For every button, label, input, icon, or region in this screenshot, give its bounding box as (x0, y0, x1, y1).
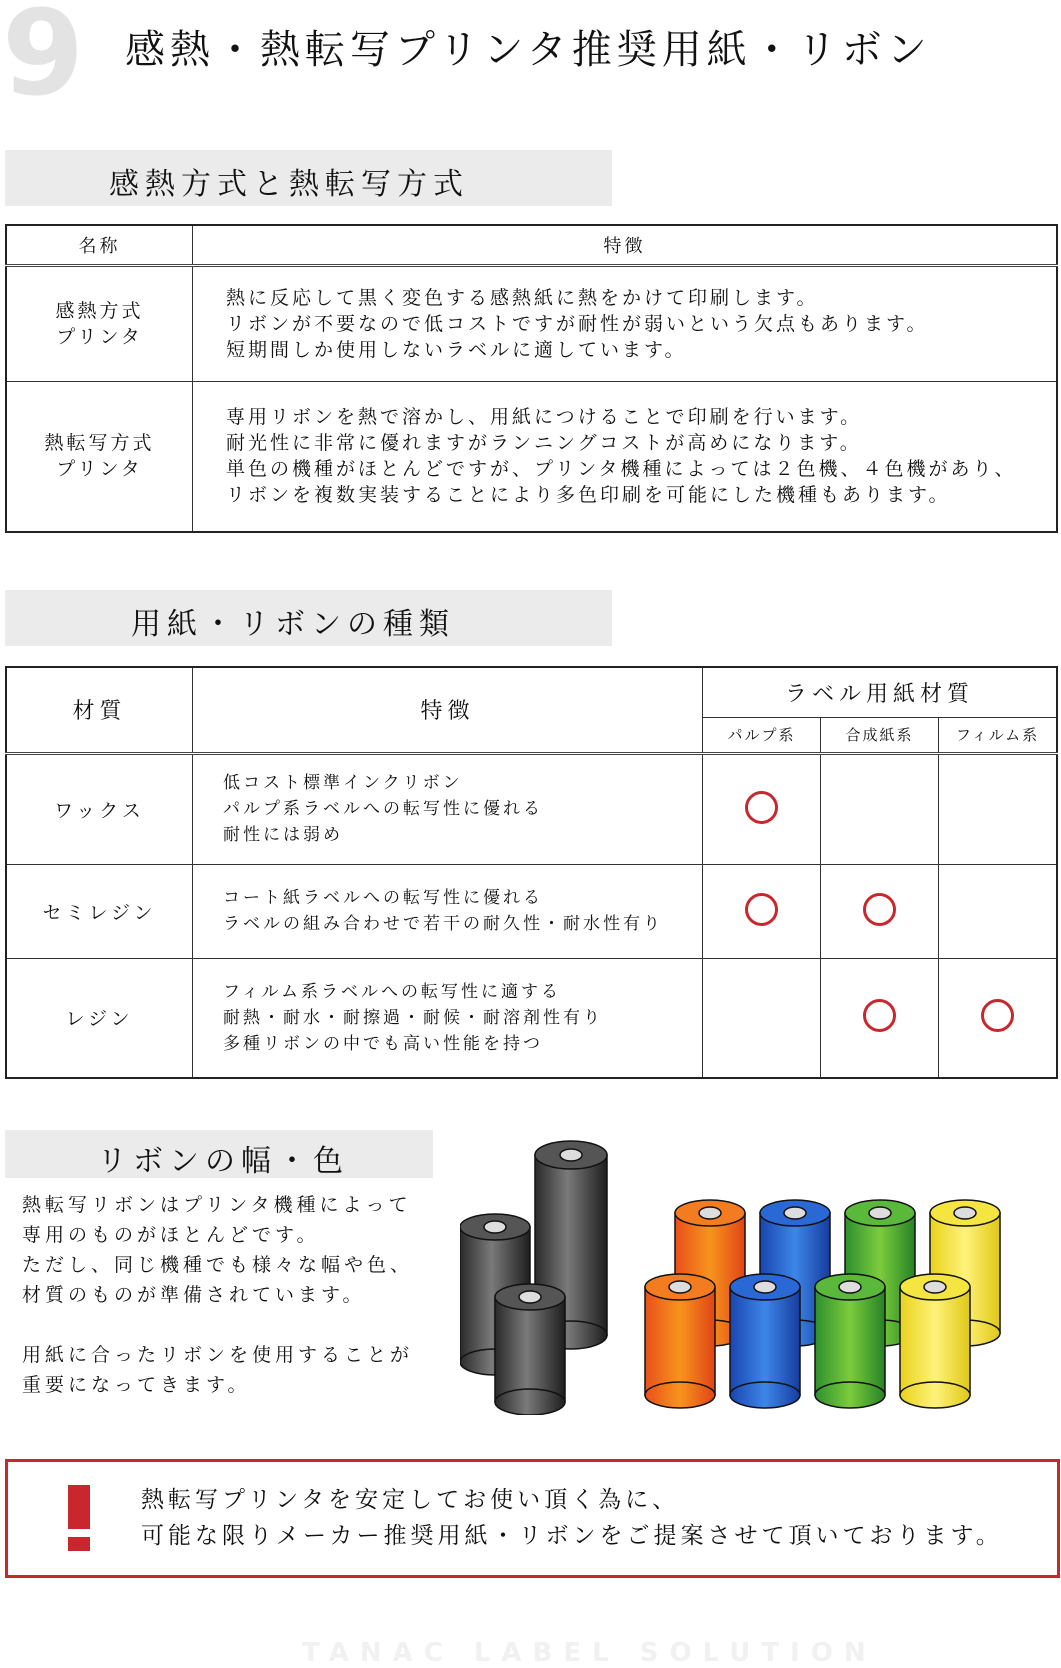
section-heading-methods (5, 150, 612, 206)
col-material-header: 材質 (6, 667, 193, 753)
row-description: フィルム系ラベルへの転写性に適する 耐熱・耐水・耐擦過・耐候・耐溶剤性有り 多種リボンの中でも高い性能を持つ (193, 958, 703, 1078)
yellow-roll-front (900, 1274, 970, 1408)
orange-roll-front (645, 1274, 715, 1408)
row-material: ワックス (6, 753, 193, 864)
film-cell (939, 864, 1058, 958)
compatible-circle-icon (981, 999, 1014, 1032)
notice-box (5, 1459, 1060, 1578)
row-description: 低コスト標準インクリボン パルプ系ラベルへの転写性に優れる 耐性には弱め (193, 753, 703, 864)
synthetic-cell (821, 958, 939, 1078)
row-material: レジン (6, 958, 193, 1078)
row-name: 感熱方式 プリンタ (6, 266, 193, 382)
pulp-cell (703, 753, 821, 864)
green-roll-front (815, 1274, 885, 1408)
row-material: セミレジン (6, 864, 193, 958)
blue-roll-front (730, 1274, 800, 1408)
row-description: 熱に反応して黒く変色する感熱紙に熱をかけて印刷します。 リボンが不要なので低コストですが耐性が弱いという欠点もあります。 短期間しか使用しないラベルに適しています。 (193, 266, 1058, 382)
ribbon-types-table (5, 666, 1058, 1079)
synthetic-cell (821, 864, 939, 958)
row-name: 熱転写方式 プリンタ (6, 382, 193, 532)
methods-table (5, 224, 1058, 533)
section-heading-width-color (5, 1130, 433, 1178)
row-description: 専用リボンを熱で溶かし、用紙につけることで印刷を行います。 耐光性に非常に優れますがランニングコストが高めになります。 単色の機種がほとんどですが、プリンタ機種によっては２色機、４色機があり、 リボンを複数実装することにより多色印刷を可能にした機種もあります。 (193, 382, 1058, 532)
film-cell (939, 958, 1058, 1078)
table-row (6, 266, 1057, 382)
ribbon-rolls-illustration (460, 1125, 1060, 1415)
pulp-cell (703, 958, 821, 1078)
compatible-circle-icon (863, 999, 896, 1032)
row-description: コート紙ラベルへの転写性に優れる ラベルの組み合わせで若干の耐久性・耐水性有り (193, 864, 703, 958)
col-name-header: 名称 (6, 225, 193, 266)
pulp-cell (703, 864, 821, 958)
footer-watermark: TANAC LABEL SOLUTION (302, 1638, 877, 1668)
table-row (6, 864, 1057, 958)
col-synthetic-header: 合成紙系 (821, 717, 939, 753)
page-title: 感熱・熱転写プリンタ推奨用紙・リボン (125, 27, 932, 73)
compatible-circle-icon (745, 893, 778, 926)
section-number: 9 (2, 0, 85, 122)
ribbon-description: 熱転写リボンはプリンタ機種によって 専用のものがほとんどです。 ただし、同じ機種でも様々な幅や色、 材質のものが準備されています。 用紙に合ったリボンを使用することが 重要になってきます。 (22, 1194, 414, 1396)
black-roll-front (495, 1284, 565, 1415)
film-cell (939, 753, 1058, 864)
table-row (6, 382, 1057, 532)
section-title: 感熱方式と熱転写方式 (109, 167, 469, 202)
section-heading-types (5, 590, 612, 646)
notice-message: 熱転写プリンタを安定してお使い頂く為に、 可能な限りメーカー推奨用紙・リボンをご提案させて頂いております。 (141, 1487, 1003, 1549)
col-feature-header: 特徴 (193, 667, 703, 753)
section-title: 用紙・リボンの種類 (131, 607, 455, 642)
col-feature-header: 特徴 (193, 225, 1058, 266)
col-label-material-header: ラベル用紙材質 (703, 667, 1058, 717)
section-title: リボンの幅・色 (97, 1144, 349, 1179)
compatible-circle-icon (745, 791, 778, 824)
compatible-circle-icon (863, 893, 896, 926)
table-row (6, 753, 1057, 864)
synthetic-cell (821, 753, 939, 864)
table-row (6, 958, 1057, 1078)
col-pulp-header: パルプ系 (703, 717, 821, 753)
col-film-header: フィルム系 (939, 717, 1058, 753)
exclamation-icon (68, 1485, 90, 1551)
